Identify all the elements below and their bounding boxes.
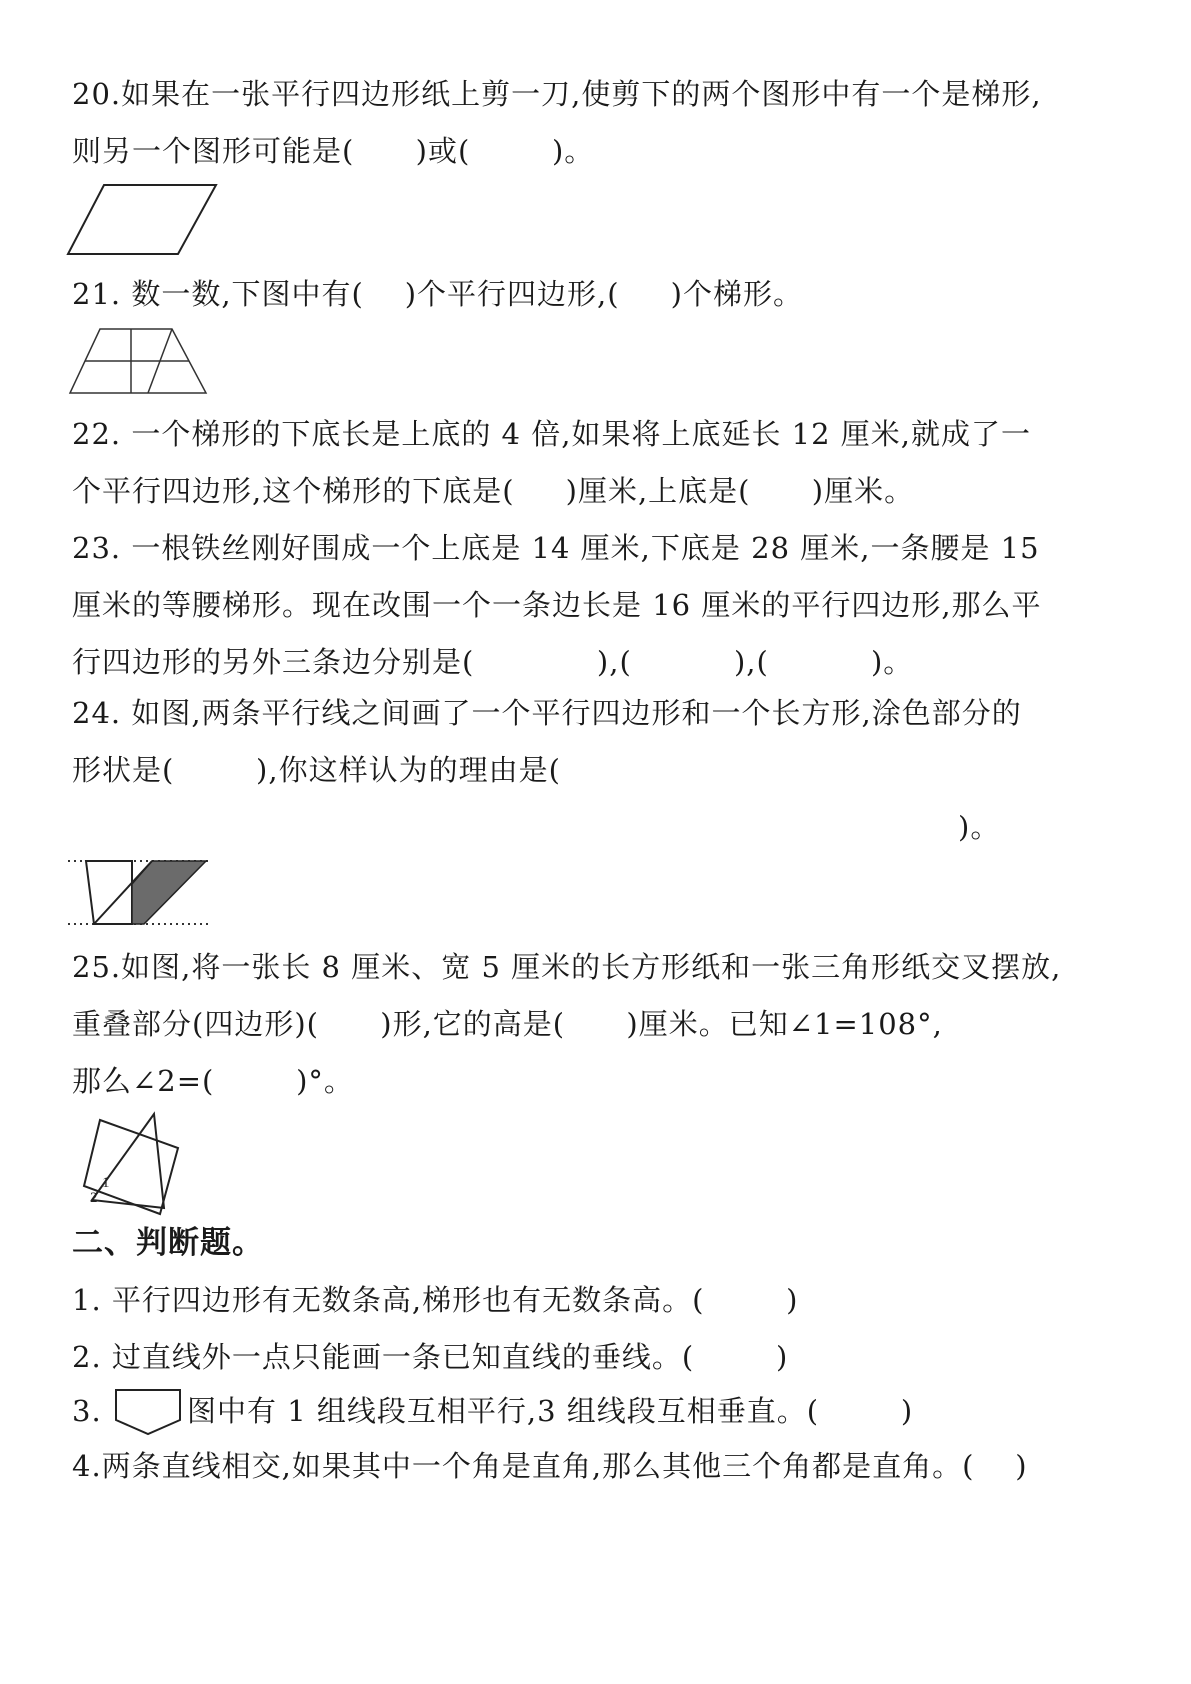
q22-line2: 个平行四边形,这个梯形的下底是( )厘米,上底是( )厘米。 bbox=[72, 474, 915, 508]
angle-1-label: 1 bbox=[102, 1175, 110, 1191]
q23-line1: 23. 一根铁丝刚好围成一个上底是 14 厘米,下底是 28 厘米,一条腰是 15 bbox=[72, 531, 1040, 565]
section-2-heading: 二、判断题。 bbox=[72, 1225, 264, 1261]
q22-line1: 22. 一个梯形的下底长是上底的 4 倍,如果将上底延长 12 厘米,就成了一 bbox=[72, 417, 1032, 451]
q23-line3: 行四边形的另外三条边分别是( ),( ),( )。 bbox=[72, 645, 914, 679]
judge-item-3-text: 图中有 1 组线段互相平行,3 组线段互相垂直。( ) bbox=[187, 1394, 914, 1428]
q25-line3: 那么∠2=( )°。 bbox=[72, 1064, 354, 1098]
q21-line1: 21. 数一数,下图中有( )个平行四边形,( )个梯形。 bbox=[72, 277, 803, 311]
judge-item-4: 4.两条直线相交,如果其中一个角是直角,那么其他三个角都是直角。( ) bbox=[72, 1449, 1028, 1483]
q23-line2: 厘米的等腰梯形。现在改围一个一条边长是 16 厘米的平行四边形,那么平 bbox=[72, 588, 1042, 622]
pentagon-shape-figure bbox=[114, 1388, 184, 1438]
q24-line3: )。 bbox=[958, 810, 1001, 844]
q20-line1: 20.如果在一张平行四边形纸上剪一刀,使剪下的两个图形中有一个是梯形, bbox=[72, 77, 1042, 111]
angle-2-label: 2 bbox=[90, 1190, 98, 1206]
q24-line2: 形状是( ),你这样认为的理由是( bbox=[72, 753, 561, 787]
judge-item-1: 1. 平行四边形有无数条高,梯形也有无数条高。( ) bbox=[72, 1283, 799, 1317]
rectangle-triangle-figure bbox=[82, 1112, 182, 1217]
parallelogram-figure bbox=[66, 182, 221, 258]
trapezoid-grid-figure bbox=[68, 327, 213, 397]
judge-item-2: 2. 过直线外一点只能画一条已知直线的垂线。( ) bbox=[72, 1340, 789, 1374]
parallel-lines-figure bbox=[66, 858, 216, 930]
judge-item-3-number: 3. bbox=[72, 1394, 102, 1428]
q25-line2: 重叠部分(四边形)( )形,它的高是( )厘米。已知∠1=108°, bbox=[72, 1007, 943, 1041]
q20-line2: 则另一个图形可能是( )或( )。 bbox=[72, 134, 595, 168]
q24-line1: 24. 如图,两条平行线之间画了一个平行四边形和一个长方形,涂色部分的 bbox=[72, 696, 1022, 730]
q25-line1: 25.如图,将一张长 8 厘米、宽 5 厘米的长方形纸和一张三角形纸交叉摆放, bbox=[72, 950, 1062, 984]
